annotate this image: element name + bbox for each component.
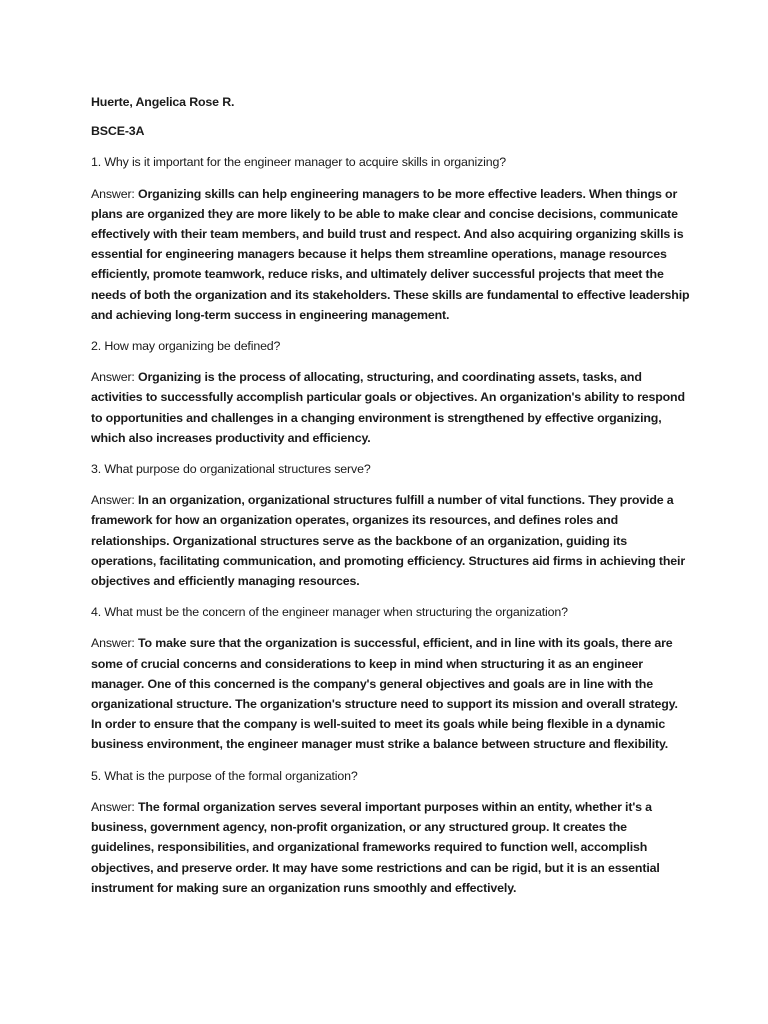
question-5: 5. What is the purpose of the formal organization? bbox=[91, 768, 358, 783]
answer-label: Answer: bbox=[91, 493, 139, 508]
answer-text: Organizing is the process of allocating, structuring, and coordinating assets, tasks, and activities to successfully accomplish particular goals or objectives. An organization's ability to respond to opportunities and challenges in a changing environment is strengthened by effective organizing, which also increases productivity and efficiency. bbox=[91, 370, 685, 445]
answer-5 bbox=[91, 797, 691, 898]
question-1: 1. Why is it important for the engineer manager to acquire skills in organizing? bbox=[91, 155, 506, 170]
answer-text: Organizing skills can help engineering managers to be more effective leaders. When things or plans are organized they are more likely to be able to make clear and concise decisions, communicate effectively with their team members, and build trust and respect. And also acquiring organizing skills is essential for engineering managers because it helps them streamline operations, manage resources efficiently, promote teamwork, reduce risks, and ultimately deliver successful projects that meet the needs of both the organization and its stakeholders. These skills are fundamental to effective leadership and achieving long-term success in engineering management. bbox=[91, 186, 690, 322]
answer-3 bbox=[91, 490, 691, 591]
answer-1 bbox=[91, 184, 691, 325]
student-section: BSCE-3A bbox=[91, 124, 145, 139]
answer-text: In an organization, organizational structures fulfill a number of vital functions. They provide a framework for how an organization operates, organizes its resources, and defines roles and relationships. Organizational structures serve as the backbone of an organization, guiding its operations, facilitating communication, and promoting efficiency. Structures aid firms in achieving their objectives and efficiently managing resources. bbox=[91, 493, 686, 589]
answer-text: The formal organization serves several important purposes within an entity, whether it's a business, government agency, non-profit organization, or any structured group. It creates the guidelines, responsibilities, and organizational frameworks required to function well, accomplish objectives, and preserve order. It may have some restrictions and can be rigid, but it is an essential instrument for making sure an organization runs smoothly and effectively. bbox=[91, 799, 660, 895]
answer-label: Answer: bbox=[91, 370, 139, 385]
answer-label: Answer: bbox=[91, 186, 139, 201]
answer-text: To make sure that the organization is successful, efficient, and in line with its goals, there are some of crucial concerns and considerations to keep in mind when structuring it as an engineer manager. One of this concerned is the company's general objectives and goals are in line with the organizational structure. The organization's structure need to support its mission and overall strategy. In order to ensure that the company is well-suited to meet its goals while being flexible in a dynamic business environment, the engineer manager must strike a balance between structure and flexibility. bbox=[91, 636, 678, 752]
answer-label: Answer: bbox=[91, 799, 139, 814]
answer-2 bbox=[91, 367, 691, 448]
student-name: Huerte, Angelica Rose R. bbox=[91, 95, 235, 109]
answer-label: Answer: bbox=[91, 636, 139, 651]
document-page bbox=[91, 92, 691, 898]
question-3: 3. What purpose do organizational structures serve? bbox=[91, 462, 371, 477]
answer-4 bbox=[91, 633, 691, 754]
question-2: 2. How may organizing be defined? bbox=[91, 339, 281, 354]
question-4: 4. What must be the concern of the engineer manager when structuring the organization? bbox=[91, 605, 568, 620]
